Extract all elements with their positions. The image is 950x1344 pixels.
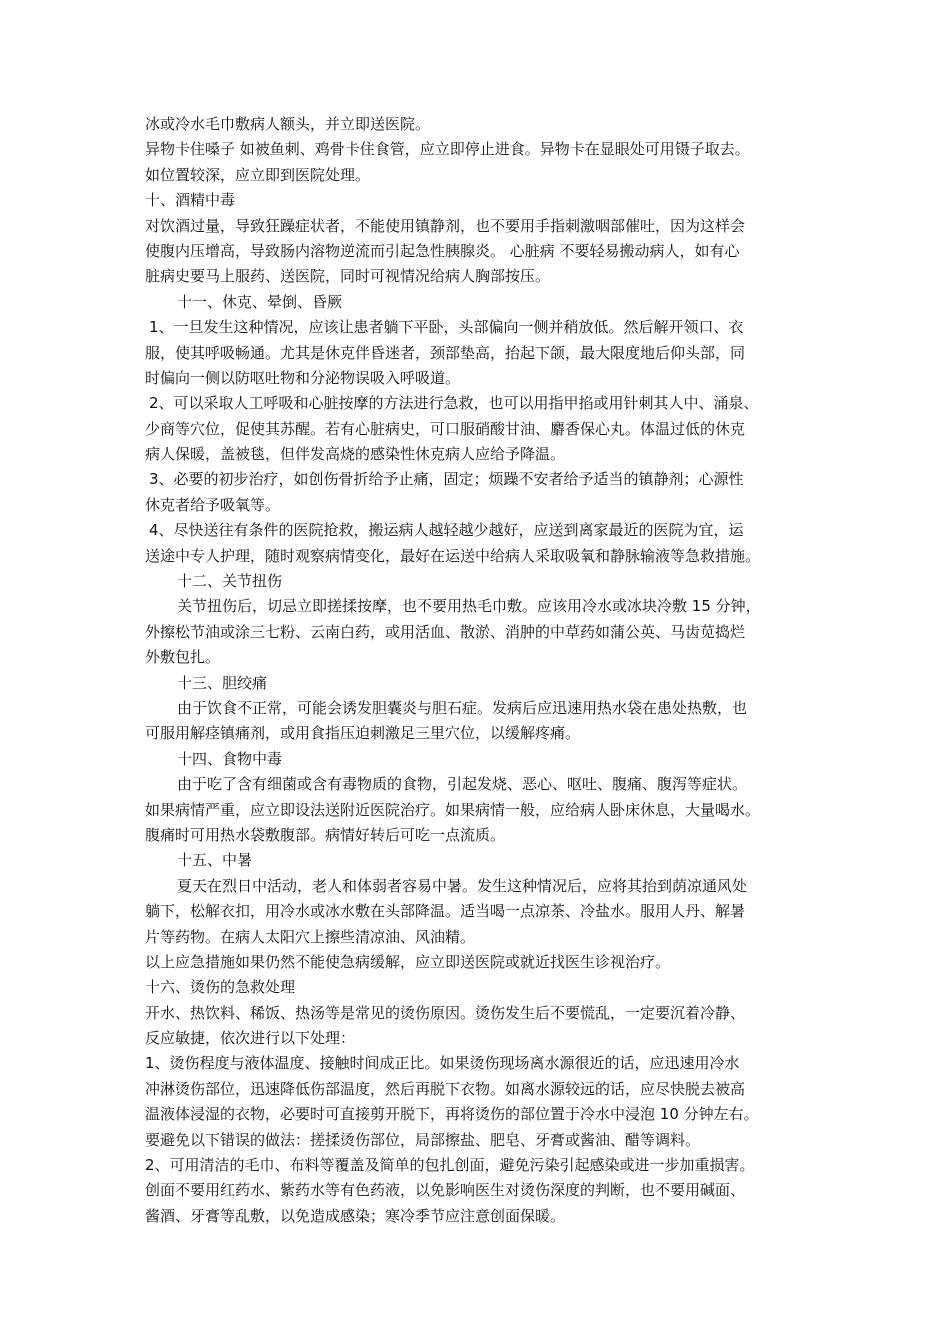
text-line: 休克者给予吸氧等。 <box>145 495 281 514</box>
text-line: 送途中专人护理，随时观察病情变化，最好在运送中给病人采取吸氧和静脉输液等急救措施。 <box>145 546 761 565</box>
text-line: 创面不要用红药水、紫药水等有色药液，以免影响医生对烫伤深度的判断，也不要用碱面、 <box>145 1181 746 1200</box>
text-line: 1、一旦发生这种情况，应该让患者躺下平卧，头部偏向一侧并稍放低。然后解开领口、衣 <box>149 318 744 337</box>
text-line: 2、可以采取人工呼吸和心脏按摩的方法进行急救，也可以用指甲掐或用针刺其人中、涌泉、 <box>149 394 759 413</box>
text-line: 1、烫伤程度与液体温度、接触时间成正比。如果烫伤现场离水源很近的话，应迅速用冷水 <box>145 1054 740 1073</box>
text-line: 服，使其呼吸畅通。尤其是休克伴昏迷者，颈部垫高，抬起下颌，最大限度地后仰头部，同 <box>145 343 746 362</box>
text-line: 可服用解痉镇痛剂，或用食指压迫刺激足三里穴位，以缓解疼痛。 <box>145 724 581 743</box>
text-line: 由于饮食不正常，可能会诱发胆囊炎与胆石症。发病后应迅速用热水袋在患处热敷，也 <box>177 698 748 717</box>
text-line: 躺下，松解衣扣，用冷水或冰水敷在头部降温。适当喝一点凉茶、冷盐水。服用人丹、解暑 <box>145 902 746 921</box>
text-line: 冲淋烫伤部位，迅速降低伤部温度，然后再脱下衣物。如离水源较远的话，应尽快脱去被高 <box>145 1079 746 1098</box>
text-line: 温液体浸湿的衣物，必要时可直接剪开脱下，再将烫伤的部位置于冷水中浸泡 10 分钟左右。 <box>145 1105 759 1124</box>
text-line: 夏天在烈日中活动，老人和体弱者容易中暑。发生这种情况后，应将其抬到荫凉通风处 <box>177 876 748 895</box>
text-line: 关节扭伤后，切忌立即搓揉按摩，也不要用热毛巾敷。应该用冷水或冰块冷敷 15 分钟， <box>177 597 761 616</box>
text-line: 要避免以下错误的做法：搓揉烫伤部位，局部擦盐、肥皂、牙膏或酱油、醋等调料。 <box>145 1130 701 1149</box>
text-line: 脏病史要马上服药、送医院，同时可视情况给病人胸部按压。 <box>145 267 551 286</box>
text-line: 3、必要的初步治疗，如创伤骨折给予止痛，固定；烦躁不安者给予适当的镇静剂；心源性 <box>149 470 744 489</box>
text-line: 病人保暖，盖被毯，但伴发高烧的感染性休克病人应给予降温。 <box>145 445 566 464</box>
text-line: 腹痛时可用热水袋敷腹部。病情好转后可吃一点流质。 <box>145 825 506 844</box>
text-line: 外擦松节油或涂三七粉、云南白药，或用活血、散淤、消肿的中草药如蒲公英、马齿苋捣烂 <box>145 622 746 641</box>
document-page <box>145 112 810 1229</box>
text-line: 十三、胆绞痛 <box>177 673 268 692</box>
text-line: 异物卡住嗓子 如被鱼刺、鸡骨卡住食管，应立即停止进食。异物卡在显眼处可用镊子取去。 <box>145 140 750 159</box>
text-line: 十一、休克、晕倒、昏厥 <box>177 292 343 311</box>
text-line: 少商等穴位，促使其苏醒。若有心脏病史，可口服硝酸甘油、麝香保心丸。体温过低的休克 <box>145 419 746 438</box>
text-line: 十、酒精中毒 <box>145 191 236 210</box>
text-line: 开水、热饮料、稀饭、热汤等是常见的烫伤原因。烫伤发生后不要慌乱，一定要沉着冷静、 <box>145 1003 746 1022</box>
text-line: 反应敏捷，依次进行以下处理： <box>145 1029 356 1048</box>
text-line: 时偏向一侧以防呕吐物和分泌物误吸入呼吸道。 <box>145 368 461 387</box>
text-line: 由于吃了含有细菌或含有毒物质的食物，引起发烧、恶心、呕吐、腹痛、腹泻等症状。 <box>177 775 748 794</box>
text-line: 十六、烫伤的急救处理 <box>145 978 296 997</box>
text-line: 外敷包扎。 <box>145 648 221 667</box>
text-line: 冰或冷水毛巾敷病人额头，并立即送医院。 <box>145 115 431 133</box>
text-line: 2、可用清洁的毛巾、布料等覆盖及简单的包扎创面，避免污染引起感染或进一步加重损害。 <box>145 1156 755 1175</box>
text-line: 酱酒、牙膏等乱敷，以免造成感染；寒冷季节应注意创面保暖。 <box>145 1206 566 1225</box>
text-line: 如位置较深，应立即到医院处理。 <box>145 165 371 184</box>
text-line: 对饮酒过量，导致狂躁症状者，不能使用镇静剂，也不要用手指刺激咽部催吐，因为这样会 <box>145 216 746 235</box>
text-line: 如果病情严重，应立即设法送附近医院治疗。如果病情一般，应给病人卧床休息，大量喝水。 <box>145 800 761 819</box>
text-line: 以上应急措施如果仍然不能使急病缓解，应立即送医院或就近找医生诊视治疗。 <box>145 952 671 971</box>
text-line: 4、尽快送往有条件的医院抢救，搬运病人越轻越少越好，应送到离家最近的医院为宜，运 <box>149 521 744 540</box>
text-line: 十四、食物中毒 <box>177 749 283 768</box>
text-line: 使腹内压增高，导致肠内溶物逆流而引起急性胰腺炎。 心脏病 不要轻易搬动病人，如有心 <box>145 241 740 260</box>
text-line: 十二、关节扭伤 <box>177 572 283 591</box>
text-line: 十五、中暑 <box>177 851 253 870</box>
text-line: 片等药物。在病人太阳穴上擦些清凉油、风油精。 <box>145 927 476 946</box>
